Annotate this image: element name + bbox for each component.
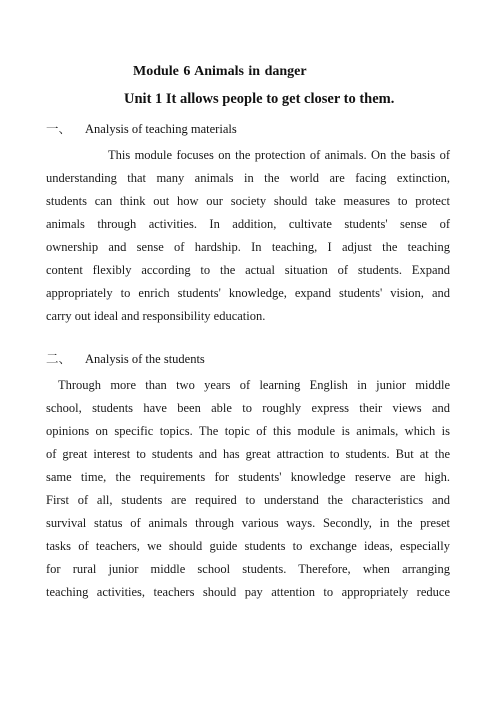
paragraph-line: First of all, students are required to understand the characteristics and — [46, 493, 450, 507]
section-heading-text: Analysis of the students — [85, 352, 205, 366]
paragraph-line: of great interest to students and has great attraction to students. But at the — [46, 447, 450, 461]
paragraph-line: teaching activities, teachers should pay attention to appropriately reduce — [46, 585, 450, 599]
paragraph-line: students can think out how our society should take measures to protect — [46, 194, 450, 208]
paragraph-line: tasks of teachers, we should guide students to exchange ideas, especially — [46, 539, 450, 553]
paragraph-line: animals through activities. In addition, cultivate students' sense of — [46, 217, 450, 231]
paragraph-line: school, students have been able to roughly express their views and — [46, 401, 450, 415]
paragraph-line: content flexibly according to the actual situation of students. Expand — [46, 263, 450, 277]
section-heading-students — [46, 349, 205, 367]
paragraph-students — [46, 374, 450, 604]
section-heading-text: Analysis of teaching materials — [85, 122, 237, 136]
paragraph-line: appropriately to enrich students' knowledge, expand students' vision, and — [46, 286, 450, 300]
paragraph-line: survival status of animals through various ways. Secondly, in the preset — [46, 516, 450, 530]
paragraph-line: same time, the requirements for students' knowledge reserve are high. — [46, 470, 450, 484]
unit-title: Unit 1 It allows people to get closer to them. — [124, 91, 395, 107]
paragraph-line: Through more than two years of learning English in junior middle — [58, 378, 450, 392]
section-heading-materials — [46, 119, 237, 137]
paragraph-materials — [46, 144, 450, 328]
paragraph-line: for rural junior middle school students. Therefore, when arranging — [46, 562, 450, 576]
module-title: Module 6 Animals in danger — [133, 64, 307, 79]
paragraph-line: This module focuses on the protection of animals. On the basis of — [108, 148, 450, 162]
section-number: 一、 — [46, 122, 72, 136]
paragraph-line: ownership and sense of hardship. In teaching, I adjust the teaching — [46, 240, 450, 254]
paragraph-line: opinions on specific topics. The topic of this module is animals, which is — [46, 424, 450, 438]
paragraph-line: carry out ideal and responsibility education. — [46, 309, 266, 323]
section-number: 二、 — [46, 352, 72, 366]
paragraph-line: understanding that many animals in the world are facing extinction, — [46, 171, 450, 185]
